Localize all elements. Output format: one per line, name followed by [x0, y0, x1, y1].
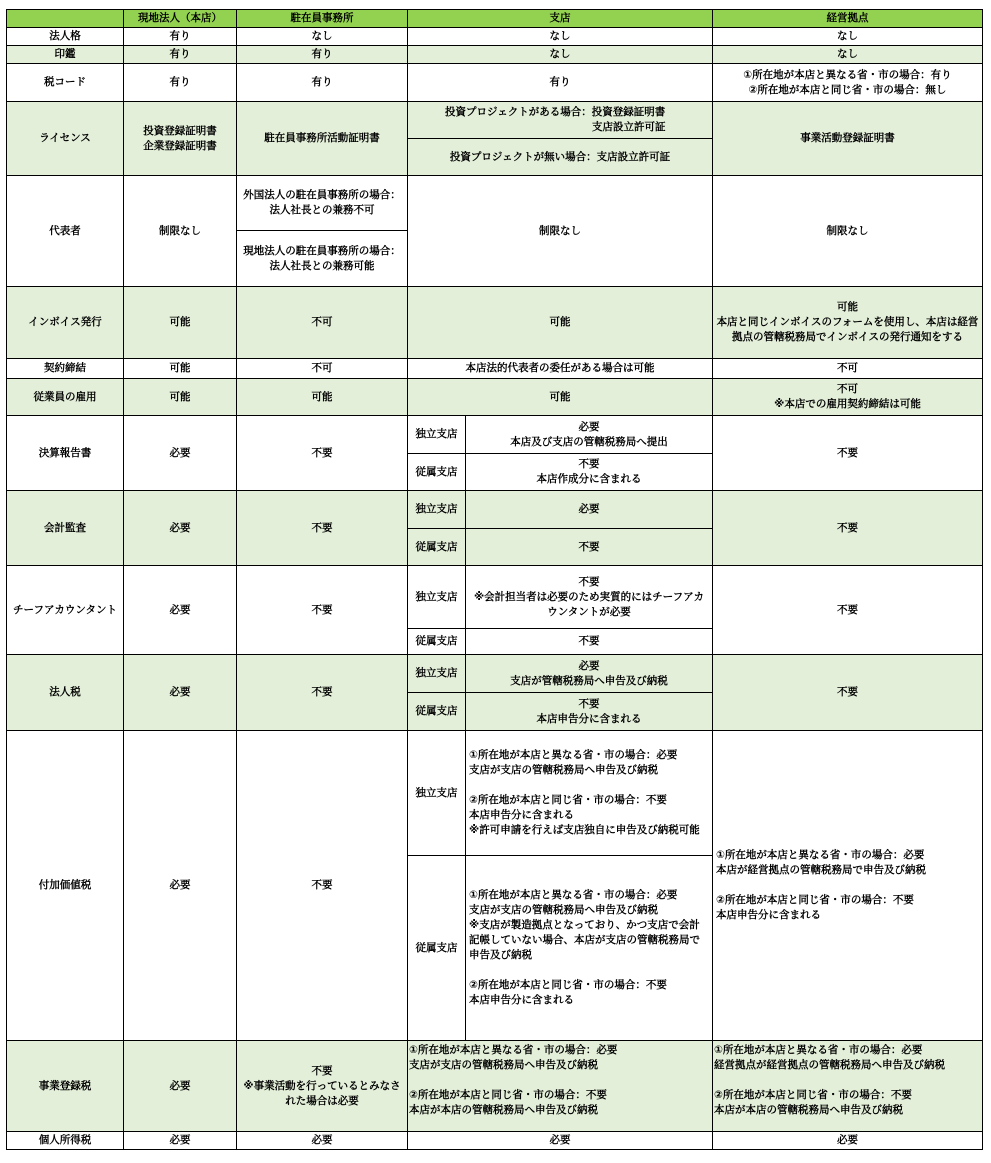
- cell-text: 外国法人の駐在員事務所の場合： 法人社長との兼務不可: [243, 189, 401, 216]
- cell-text: ①所在地が本店と異なる省・市の場合：必要 支店が支店の管轄税務局へ申告及び納税 ②所在地が本店と同じ省・市の場合：不要 本店申告分に含まれる ※許可申請を行えば支店独自に申告及び納税可能: [469, 749, 700, 836]
- cell-text: 不可 ※本店での雇用契約締結は可能: [774, 383, 921, 410]
- row-label: 会計監査: [7, 491, 124, 566]
- cell-jimusho: [237, 1041, 408, 1132]
- cell-kyoten: 事業活動登録証明書: [713, 102, 983, 176]
- row-kojin: [7, 1132, 983, 1150]
- cell-honten: 必要: [124, 416, 237, 491]
- cell-shiten-without-project: 投資プロジェクトが無い場合：支店設立許可証: [408, 139, 713, 176]
- cell-kyoten: 必要: [713, 1132, 983, 1150]
- cell-jimusho: 不要: [237, 731, 408, 1041]
- cell-text: ①所在地が本店と異なる省・市の場合：有り ②所在地が本店と同じ省・市の場合：無し: [743, 68, 952, 96]
- cell-kyoten: [713, 64, 983, 102]
- cell-honten: 有り: [124, 46, 237, 64]
- cell-shiten: [408, 1041, 713, 1132]
- row-vat: [7, 731, 983, 856]
- cell-jimusho: 有り: [237, 46, 408, 64]
- cell-jyuzoku-value: [466, 856, 713, 1041]
- cell-text: ①所在地が本店と異なる省・市の場合：必要 経営拠点が経営拠点の管轄税務局へ申告及び納税 ②所在地が本店と同じ省・市の場合：不要 本店が本店の管轄税務局へ申告及び納税: [714, 1044, 945, 1116]
- header-jimusho: 駐在員事務所: [237, 10, 408, 28]
- cell-jyuzoku-label: 従属支店: [408, 693, 466, 731]
- cell-text: 投資登録証明書 企業登録証明書: [143, 124, 217, 152]
- cell-jimusho: 不可: [237, 287, 408, 359]
- cell-kyoten: 不要: [713, 416, 983, 491]
- cell-jimusho: 駐在員事務所活動証明書: [237, 102, 408, 176]
- cell-jyuzoku-value: 不要: [466, 529, 713, 566]
- row-license: [7, 102, 983, 139]
- cell-honten: 有り: [124, 64, 237, 102]
- row-label: 税コード: [7, 64, 124, 102]
- cell-dokuritsu-value: [466, 731, 713, 856]
- cell-jimusho: 不要: [237, 491, 408, 566]
- cell-kyoten: なし: [713, 46, 983, 64]
- cell-text: 不要 ※会計担当者は必要のため実質的にはチーフアカウンタントが必要: [473, 575, 705, 618]
- header-row: [7, 10, 983, 28]
- cell-kyoten: 不可: [713, 359, 983, 379]
- row-label: 法人格: [7, 28, 124, 46]
- cell-text: 不要 本店申告分に含まれる: [536, 697, 642, 725]
- comparison-table: [6, 9, 983, 1150]
- cell-jimusho: 不可: [237, 359, 408, 379]
- row-label: ライセンス: [7, 102, 124, 176]
- header-honten: 現地法人（本店）: [124, 10, 237, 28]
- row-invoice: [7, 287, 983, 359]
- row-label: 事業登録税: [7, 1041, 124, 1132]
- cell-dokuritsu-value: [466, 416, 713, 454]
- cell-kyoten: 不要: [713, 655, 983, 731]
- cell-jimusho: 不要: [237, 566, 408, 655]
- cell-text: 可能 本店と同じインボイスのフォームを使用し、本店は経営拠点の管轄税務局でインボイスの発行通知をする: [716, 301, 979, 343]
- cell-jimusho-foreign: [237, 176, 408, 231]
- cell-dokuritsu-label: 独立支店: [408, 731, 466, 856]
- cell-shiten: 制限なし: [408, 176, 713, 287]
- cell-dokuritsu-label: 独立支店: [408, 491, 466, 529]
- cell-jimusho: 必要: [237, 1132, 408, 1150]
- row-jigyo: [7, 1041, 983, 1132]
- cell-dokuritsu-label: 独立支店: [408, 566, 466, 629]
- row-label: 個人所得税: [7, 1132, 124, 1150]
- cell-text: 不要 本店作成分に含まれる: [536, 458, 642, 485]
- row-zei-code: [7, 64, 983, 102]
- cell-honten: 制限なし: [124, 176, 237, 287]
- cell-kyoten: [713, 379, 983, 416]
- cell-jimusho: なし: [237, 28, 408, 46]
- cell-jimusho: 可能: [237, 379, 408, 416]
- cell-honten: 必要: [124, 566, 237, 655]
- row-kansa: [7, 491, 983, 529]
- cell-text: 投資プロジェクトがある場合：投資登録証明書 支店設立許可証: [445, 106, 666, 133]
- cell-jyuzoku-label: 従属支店: [408, 856, 466, 1041]
- row-label: 付加価値税: [7, 731, 124, 1041]
- cell-honten: 必要: [124, 731, 237, 1041]
- cell-jimusho: 不要: [237, 655, 408, 731]
- row-daihyo: [7, 176, 983, 231]
- row-label: チーフアカウンタント: [7, 566, 124, 655]
- header-blank: [7, 10, 124, 28]
- cell-shiten: なし: [408, 28, 713, 46]
- row-keiyaku: [7, 359, 983, 379]
- cell-dokuritsu-value: 必要: [466, 491, 713, 529]
- cell-shiten: 必要: [408, 1132, 713, 1150]
- cell-dokuritsu-value: [466, 655, 713, 693]
- cell-honten: 必要: [124, 1132, 237, 1150]
- row-label: 従業員の雇用: [7, 379, 124, 416]
- row-label: 契約締結: [7, 359, 124, 379]
- row-hojinzei: [7, 655, 983, 693]
- row-hojinkaku: [7, 28, 983, 46]
- cell-text: ①所在地が本店と異なる省・市の場合：必要 支店が支店の管轄税務局へ申告及び納税 ②所在地が本店と同じ省・市の場合：不要 本店が本店の管轄税務局へ申告及び納税: [409, 1044, 618, 1116]
- row-label: 決算報告書: [7, 416, 124, 491]
- cell-jyuzoku-value: 不要: [466, 629, 713, 655]
- row-label: 印鑑: [7, 46, 124, 64]
- header-kyoten: 経営拠点: [713, 10, 983, 28]
- cell-honten: 必要: [124, 655, 237, 731]
- cell-kyoten: 不要: [713, 566, 983, 655]
- cell-shiten: 可能: [408, 287, 713, 359]
- cell-jyuzoku-value: [466, 693, 713, 731]
- cell-text: ①所在地が本店と異なる省・市の場合：必要 支店が支店の管轄税務局へ申告及び納税 ※支店が製造拠点となっており、かつ支店で会計記帳していない場合、本店が支店の管轄税務局で申告及び納税 ②所在地が本店と同じ省・市の場合：不要 本店申告分に含まれる: [469, 889, 700, 1006]
- cell-honten: 必要: [124, 491, 237, 566]
- cell-honten: 必要: [124, 1041, 237, 1132]
- cell-shiten: 有り: [408, 64, 713, 102]
- row-label: 法人税: [7, 655, 124, 731]
- cell-text: 現地法人の駐在員事務所の場合： 法人社長との兼務可能: [243, 244, 401, 272]
- cell-kyoten: [713, 731, 983, 1041]
- cell-honten: [124, 102, 237, 176]
- row-ingan: [7, 46, 983, 64]
- cell-kyoten: 不要: [713, 491, 983, 566]
- cell-text: 必要 支店が管轄税務局へ申告及び納税: [510, 659, 668, 687]
- cell-shiten: なし: [408, 46, 713, 64]
- cell-jimusho: 有り: [237, 64, 408, 102]
- cell-text: ①所在地が本店と異なる省・市の場合：必要 本店が経営拠点の管轄税務局で申告及び納税 ②所在地が本店と同じ省・市の場合：不要 本店申告分に含まれる: [716, 849, 926, 921]
- cell-kyoten: [713, 1041, 983, 1132]
- cell-shiten: 本店法的代表者の委任がある場合は可能: [408, 359, 713, 379]
- row-koyo: [7, 379, 983, 416]
- cell-honten: 可能: [124, 359, 237, 379]
- cell-jyuzoku-label: 従属支店: [408, 529, 466, 566]
- cell-kyoten: 制限なし: [713, 176, 983, 287]
- cell-jyuzoku-value: [466, 454, 713, 491]
- cell-honten: 有り: [124, 28, 237, 46]
- cell-dokuritsu-label: 独立支店: [408, 416, 466, 454]
- cell-jyuzoku-label: 従属支店: [408, 629, 466, 655]
- row-chief: [7, 566, 983, 629]
- cell-shiten: 可能: [408, 379, 713, 416]
- row-label: 代表者: [7, 176, 124, 287]
- cell-honten: 可能: [124, 379, 237, 416]
- cell-kyoten: [713, 287, 983, 359]
- cell-text: 不要 ※事業活動を行っているとみなされた場合は必要: [243, 1064, 401, 1107]
- cell-jimusho-local: [237, 231, 408, 287]
- row-label: インボイス発行: [7, 287, 124, 359]
- cell-text: 必要 本店及び支店の管轄税務局へ提出: [510, 420, 668, 448]
- header-shiten: 支店: [408, 10, 713, 28]
- cell-honten: 可能: [124, 287, 237, 359]
- row-kessan: [7, 416, 983, 454]
- cell-jimusho: 不要: [237, 416, 408, 491]
- cell-shiten-with-project: [408, 102, 713, 139]
- cell-jyuzoku-label: 従属支店: [408, 454, 466, 491]
- cell-kyoten: なし: [713, 28, 983, 46]
- cell-dokuritsu-value: [466, 566, 713, 629]
- cell-dokuritsu-label: 独立支店: [408, 655, 466, 693]
